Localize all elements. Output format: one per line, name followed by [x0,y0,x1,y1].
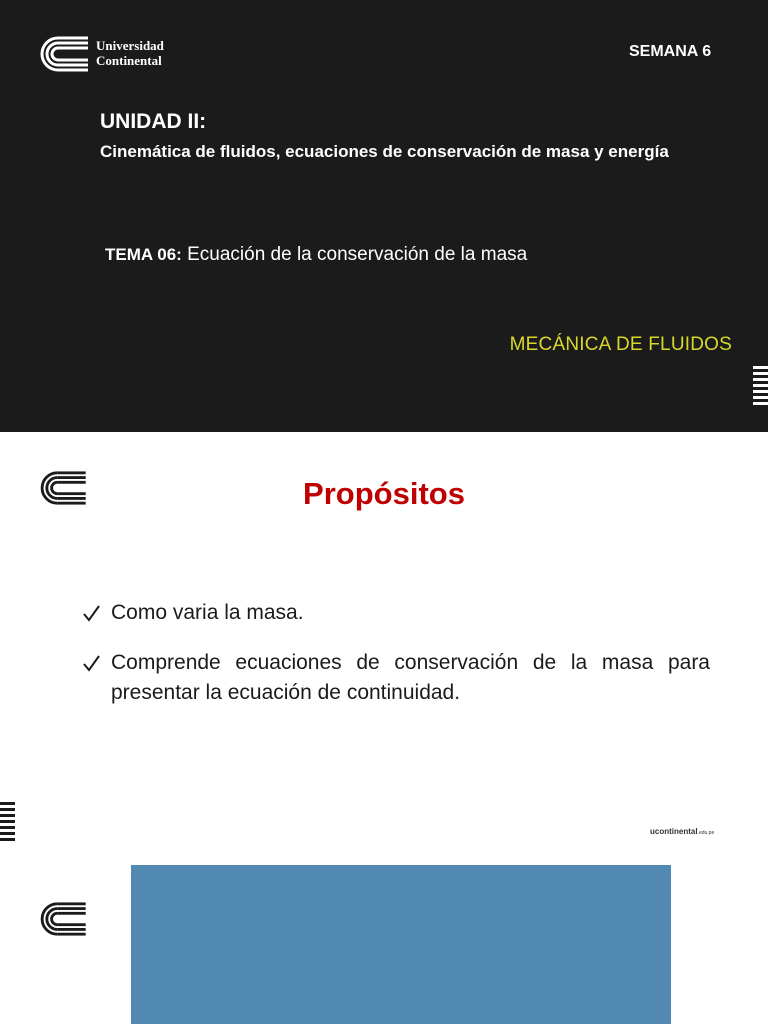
week-label: SEMANA 6 [629,43,712,60]
footer-brand-name: ucontinental [650,827,698,836]
list-item [80,598,710,628]
footer-domain: .edu.pe [697,830,715,836]
next-slide [0,865,768,1024]
topic-line [105,244,527,266]
list-item [80,648,710,708]
university-name [96,38,164,68]
university-name-line2: Continental [96,53,162,68]
unit-subtitle: Cinemática de fluidos, ecuaciones de conservación de masa y energía [100,142,669,161]
purpose-list [80,598,710,728]
vertical-bars-icon [0,802,15,842]
title-slide [0,0,768,432]
topic-label: TEMA 06: [105,245,182,264]
continental-logo-icon [36,35,90,73]
list-item-text: Comprende ecuaciones de conservación de la masa para presentar la ecuación de continuidad. [111,651,710,704]
university-name-line1: Universidad [96,38,164,53]
course-name: MECÁNICA DE FLUIDOS [509,334,732,355]
checkmark-icon [82,598,102,628]
list-item-text: Como varia la masa. [111,601,304,624]
purposes-slide [0,432,768,865]
continental-logo-icon [35,901,89,937]
footer-brand [650,827,714,836]
checkmark-icon [82,648,102,678]
slide-title: Propósitos [303,476,465,511]
blue-panel [131,865,671,1024]
vertical-bars-icon [753,366,768,406]
topic-text: Ecuación de la conservación de la masa [187,244,528,265]
unit-title: UNIDAD II: [100,110,207,133]
